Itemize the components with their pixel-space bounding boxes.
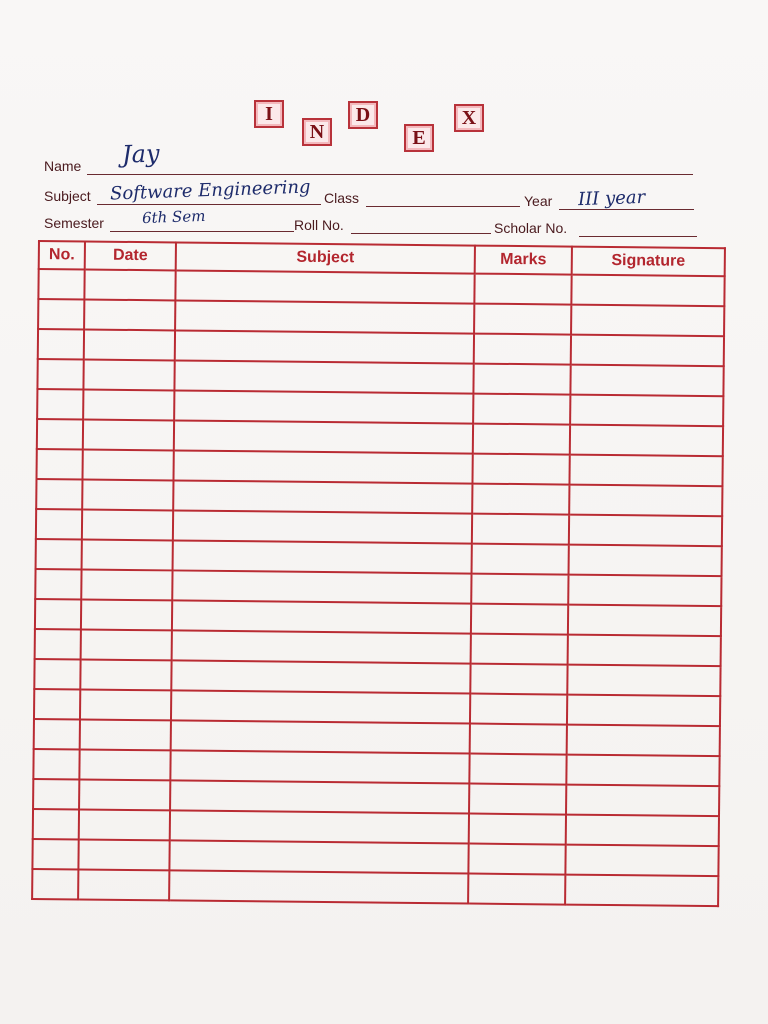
cell-subject — [175, 270, 474, 303]
cell-no — [36, 539, 82, 569]
cell-subject — [171, 660, 470, 693]
cell-no — [34, 719, 80, 749]
scholar-no-line — [579, 236, 697, 237]
index-table — [31, 240, 726, 907]
name-line — [87, 174, 693, 175]
cell-signature — [567, 695, 720, 727]
cell-no — [33, 809, 79, 839]
cell-signature — [566, 755, 719, 787]
year-label: Year — [524, 193, 553, 209]
cell-marks — [472, 514, 569, 545]
cell-subject — [171, 720, 470, 753]
cell-no — [35, 569, 81, 599]
cell-date — [83, 389, 174, 420]
subject-label: Subject — [44, 188, 91, 204]
semester-line — [110, 231, 294, 232]
cell-date — [80, 659, 171, 690]
cell-marks — [470, 724, 567, 755]
header-subject: Subject — [176, 242, 475, 273]
cell-marks — [473, 394, 570, 425]
cell-subject — [170, 750, 469, 783]
cell-no — [37, 359, 83, 389]
cell-subject — [173, 480, 472, 513]
cell-no — [34, 689, 80, 719]
semester-value: 6th Sem — [141, 206, 206, 228]
cell-subject — [172, 630, 471, 663]
cell-marks — [468, 874, 565, 905]
cell-marks — [474, 274, 571, 305]
title-letter-n: N — [302, 118, 332, 146]
cell-no — [35, 629, 81, 659]
cell-signature — [567, 665, 720, 697]
cell-no — [35, 599, 81, 629]
cell-signature — [565, 845, 718, 877]
cell-date — [82, 479, 173, 510]
cell-date — [81, 629, 172, 660]
cell-subject — [174, 420, 473, 453]
cell-subject — [173, 450, 472, 483]
name-value: Jay — [121, 139, 160, 169]
cell-no — [38, 329, 84, 359]
cell-signature — [568, 605, 721, 637]
cell-subject — [170, 810, 469, 843]
cell-date — [81, 569, 172, 600]
cell-marks — [472, 544, 569, 575]
cell-signature — [570, 395, 723, 427]
cell-marks — [471, 634, 568, 665]
cell-signature — [570, 425, 723, 457]
title-letter-i: I — [254, 100, 284, 128]
cell-no — [33, 749, 79, 779]
cell-marks — [472, 484, 569, 515]
cell-signature — [569, 485, 722, 517]
scholar-no-label: Scholar No. — [494, 220, 568, 236]
cell-marks — [470, 694, 567, 725]
cell-no — [38, 269, 84, 299]
cell-signature — [568, 635, 721, 667]
cell-signature — [566, 815, 719, 847]
cell-subject — [172, 600, 471, 633]
cell-signature — [570, 365, 723, 397]
table-body — [32, 269, 725, 906]
cell-no — [36, 449, 82, 479]
cell-marks — [469, 784, 566, 815]
cell-marks — [473, 424, 570, 455]
cell-date — [81, 599, 172, 630]
cell-subject — [169, 840, 468, 873]
cell-signature — [569, 515, 722, 547]
cell-subject — [171, 690, 470, 723]
cell-no — [32, 839, 78, 869]
cell-signature — [567, 725, 720, 757]
cell-marks — [471, 604, 568, 635]
cell-date — [84, 299, 175, 330]
cell-marks — [469, 814, 566, 845]
cell-signature — [571, 335, 724, 367]
cell-subject — [172, 570, 471, 603]
cell-date — [83, 359, 174, 390]
cell-date — [84, 329, 175, 360]
cell-no — [36, 509, 82, 539]
roll-no-label: Roll No. — [294, 217, 344, 233]
title-letter-e: E — [404, 124, 434, 152]
cell-subject — [173, 510, 472, 543]
cell-date — [80, 719, 171, 750]
cell-no — [33, 779, 79, 809]
name-label: Name — [44, 158, 82, 174]
cell-subject — [175, 300, 474, 333]
cell-marks — [474, 304, 571, 335]
cell-date — [79, 749, 170, 780]
semester-label: Semester — [44, 215, 104, 231]
cell-date — [78, 869, 169, 900]
cell-subject — [173, 540, 472, 573]
header-date: Date — [85, 241, 176, 270]
class-line — [366, 206, 520, 207]
cell-subject — [174, 360, 473, 393]
cell-marks — [469, 754, 566, 785]
cell-marks — [470, 664, 567, 695]
cell-marks — [473, 364, 570, 395]
cell-marks — [472, 454, 569, 485]
title-letter-d: D — [348, 101, 378, 129]
class-label: Class — [324, 190, 360, 206]
cell-signature — [568, 575, 721, 607]
header-signature: Signature — [572, 247, 725, 277]
cell-date — [82, 539, 173, 570]
table-row — [32, 869, 718, 906]
cell-date — [82, 449, 173, 480]
cell-date — [79, 809, 170, 840]
cell-date — [84, 269, 175, 300]
cell-signature — [571, 275, 724, 307]
roll-no-line — [351, 233, 491, 234]
header-marks: Marks — [475, 246, 572, 275]
title-letter-x: X — [454, 104, 484, 132]
cell-date — [79, 779, 170, 810]
cell-no — [37, 419, 83, 449]
cell-subject — [169, 870, 468, 903]
cell-signature — [565, 875, 718, 907]
cell-date — [78, 839, 169, 870]
cell-no — [34, 659, 80, 689]
cell-no — [36, 479, 82, 509]
cell-signature — [569, 545, 722, 577]
subject-line — [97, 204, 321, 205]
cell-no — [37, 389, 83, 419]
header-no: No. — [39, 241, 85, 269]
cell-marks — [471, 574, 568, 605]
cell-date — [82, 509, 173, 540]
year-value: III year — [577, 186, 646, 211]
cell-marks — [474, 334, 571, 365]
cell-no — [32, 869, 78, 899]
cell-date — [80, 689, 171, 720]
cell-signature — [566, 785, 719, 817]
cell-signature — [571, 305, 724, 337]
cell-no — [38, 299, 84, 329]
cell-subject — [175, 330, 474, 363]
cell-subject — [174, 390, 473, 423]
cell-marks — [468, 844, 565, 875]
subject-value: Software Engineering — [109, 176, 311, 205]
cell-subject — [170, 780, 469, 813]
cell-signature — [569, 455, 722, 487]
cell-date — [83, 419, 174, 450]
